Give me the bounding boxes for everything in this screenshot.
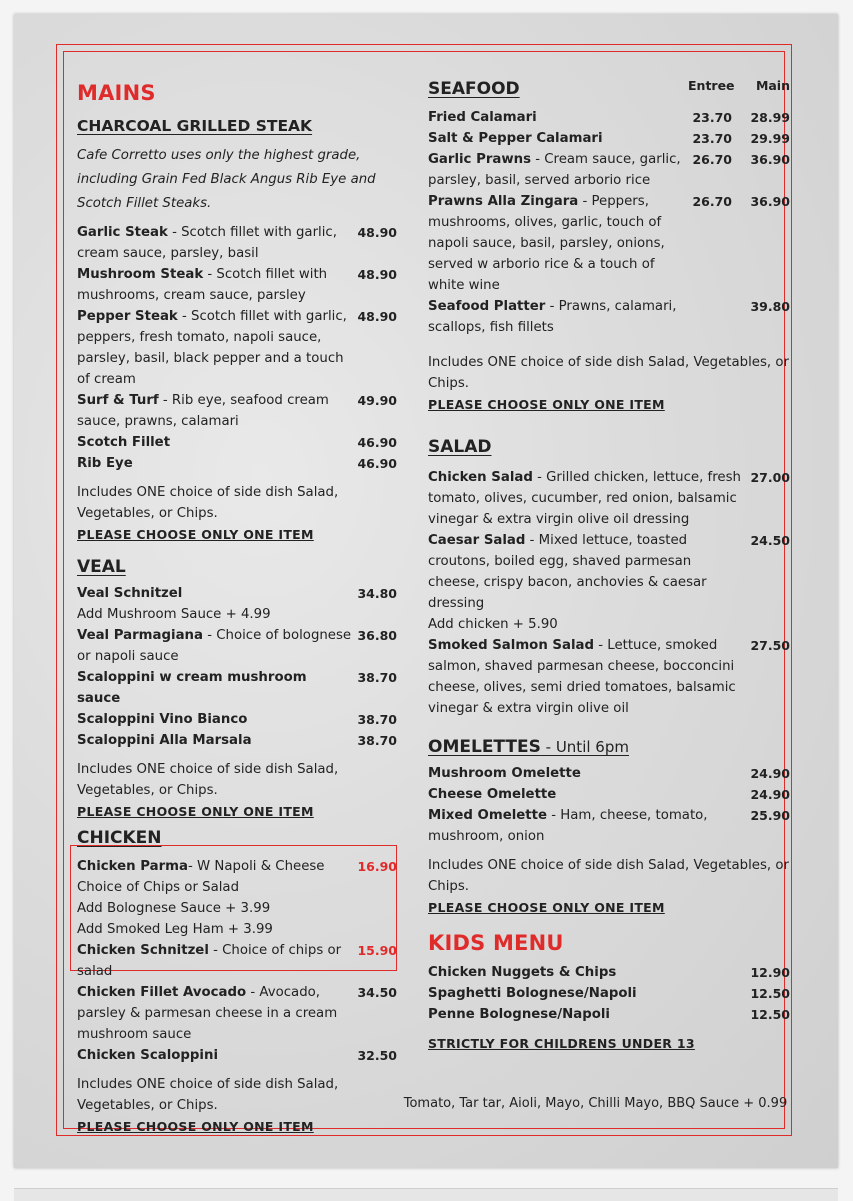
menu-item [77,583,397,604]
entree-price: 26.70 [692,194,732,209]
item-name: Veal Parmagiana [77,628,203,643]
item-name: Penne Bolognese/Napoli [428,1007,610,1022]
menu-item [428,128,790,149]
menu-item [77,919,397,940]
item-description: - Avocado, parsley & parmesan cheese in a cream mushroom sauce [77,985,338,1042]
entree-price: 23.70 [692,110,732,125]
entree-price [692,296,732,317]
menu-item [428,296,790,338]
item-price: 16.90 [357,859,397,874]
item-description: - Mixed lettuce, toasted croutons, boiled egg, shaved parmesan cheese, crispy bacon, anchovies & caesar dressing [428,533,707,611]
item-name: Mushroom Omelette [428,766,581,781]
item-price: 27.50 [750,638,790,653]
item-price: 12.50 [750,986,790,1001]
menu-item [77,877,397,898]
item-name: Seafood Platter [428,299,546,314]
item-price: 46.90 [357,435,397,450]
item-description: - Cream sauce, garlic, parsley, basil, served arborio rice [428,152,681,188]
omelette-side-note: Includes ONE choice of side dish Salad, Vegetables, or Chips. [428,858,789,894]
entree-column-label: Entree [688,78,735,93]
omelette-heading: OMELETTES [428,737,541,757]
next-page-edge [14,1188,838,1201]
menu-item [428,530,790,614]
item-description: - Scotch fillet with garlic, peppers, fresh tomato, napoli sauce, parsley, basil, black pepper and a touch of cream [77,309,347,387]
menu-item [77,730,397,751]
salad-list [428,467,790,719]
item-name: Scaloppini w cream mushroom sauce [77,670,307,706]
item-description: - Lettuce, smoked salmon, shaved parmesan cheese, bocconcini cheese, olives, semi dried tomatoes, balsamic vinegar & extra virgin olive oil [428,638,736,716]
veal-choose-note: PLEASE CHOOSE ONLY ONE ITEM [77,804,314,819]
item-description: Add chicken + 5.90 [428,617,558,632]
item-name: Fried Calamari [428,110,537,125]
item-name: Chicken Fillet Avocado [77,985,247,1000]
item-name: Chicken Scaloppini [77,1048,219,1063]
item-price: 48.90 [357,225,397,240]
seafood-list [428,107,790,338]
main-price: 28.99 [750,110,790,125]
right-column [428,73,790,1054]
menu-item [77,222,397,264]
main-column-label: Main [755,78,790,93]
item-name: Pepper Steak [77,309,178,324]
item-price: 27.00 [750,470,790,485]
chicken-list [77,856,397,1066]
entree-price: 26.70 [692,152,732,167]
item-name: Garlic Steak [77,225,168,240]
item-name: Chicken Parma [77,859,189,874]
item-name: Chicken Schnitzel [77,943,209,958]
item-name: Mushroom Steak [77,267,204,282]
item-price: 24.90 [750,787,790,802]
item-name: Spaghetti Bolognese/Napoli [428,986,637,1001]
item-price: 12.90 [750,965,790,980]
menu-item [77,453,397,474]
menu-item [77,625,397,667]
item-description: - Peppers, mushrooms, olives, garlic, touch of napoli sauce, basil, parsley, onions, served w arborio rice & a touch of white wine [428,194,665,293]
item-description: Add Smoked Leg Ham + 3.99 [77,922,273,937]
menu-item [77,667,397,709]
seafood-choose-note: PLEASE CHOOSE ONLY ONE ITEM [428,397,665,412]
item-name: Chicken Salad [428,470,533,485]
menu-item [77,306,397,390]
menu-item [428,1004,790,1025]
entree-price: 23.70 [692,131,732,146]
omelette-choose-note: PLEASE CHOOSE ONLY ONE ITEM [428,900,665,915]
menu-item [77,982,397,1045]
item-name: Scotch Fillet [77,435,171,450]
item-description: Add Mushroom Sauce + 4.99 [77,607,271,622]
item-name: Scaloppini Alla Marsala [77,733,252,748]
item-price: 34.50 [357,985,397,1000]
item-name: Surf & Turf [77,393,159,408]
menu-item [77,1045,397,1066]
item-description: - Rib eye, seafood cream sauce, prawns, calamari [77,393,329,429]
chicken-heading: CHICKEN [77,828,162,848]
item-description: - Scotch fillet with mushrooms, cream sauce, parsley [77,267,328,303]
kids-note: STRICTLY FOR CHILDRENS UNDER 13 [428,1036,695,1051]
steak-heading: CHARCOAL GRILLED STEAK [77,117,313,135]
item-description: - W Napoli & Cheese [188,859,325,874]
item-name: Prawns Alla Zingara [428,194,579,209]
menu-item [428,805,790,847]
menu-item [77,432,397,453]
main-price: 36.90 [750,152,790,167]
menu-item [77,264,397,306]
item-description: - Prawns, calamari, scallops, fish fillets [428,299,677,335]
sauce-extras-note: Tomato, Tar tar, Aioli, Mayo, Chilli Mayo, BBQ Sauce + 0.99 [403,1096,788,1111]
item-price: 46.90 [357,456,397,471]
menu-item [77,940,397,982]
omelette-list [428,763,790,847]
item-description: - Choice of chips or salad [77,943,342,979]
item-description: - Choice of bolognese or napoli sauce [77,628,352,664]
item-price: 25.90 [750,808,790,823]
veal-heading: VEAL [77,557,126,577]
item-name: Mixed Omelette [428,808,548,823]
menu-item [77,856,397,877]
item-name: Salt & Pepper Calamari [428,131,603,146]
item-price: 34.80 [357,586,397,601]
item-price: 24.50 [750,533,790,548]
chicken-side-note: Includes ONE choice of side dish Salad, Vegetables, or Chips. [77,1077,339,1113]
item-description: Add Bolognese Sauce + 3.99 [77,901,271,916]
item-description: Choice of Chips or Salad [77,880,240,895]
item-price: 36.80 [357,628,397,643]
item-price: 32.50 [357,1048,397,1063]
item-price: 48.90 [357,309,397,324]
main-price: 39.80 [750,299,790,314]
menu-item [428,962,790,983]
steak-choose-note: PLEASE CHOOSE ONLY ONE ITEM [77,527,314,542]
item-price: 24.90 [750,766,790,781]
seafood-heading: SEAFOOD [428,79,520,99]
menu-item [428,107,790,128]
item-description: - Ham, cheese, tomato, mushroom, onion [428,808,708,844]
item-price: 38.70 [357,733,397,748]
menu-item [428,763,790,784]
item-name: Chicken Nuggets & Chips [428,965,617,980]
item-price: 49.90 [357,393,397,408]
menu-item [428,149,790,191]
item-name: Cheese Omelette [428,787,557,802]
item-price: 38.70 [357,712,397,727]
steak-side-note: Includes ONE choice of side dish Salad, Vegetables, or Chips. [77,485,339,521]
main-price: 36.90 [750,194,790,209]
seafood-side-note: Includes ONE choice of side dish Salad, Vegetables, or Chips. [428,355,789,391]
item-name: Veal Schnitzel [77,586,183,601]
menu-item [428,635,790,719]
item-name: Caesar Salad [428,533,526,548]
menu-item [77,898,397,919]
veal-side-note: Includes ONE choice of side dish Salad, Vegetables, or Chips. [77,762,339,798]
item-price: 38.70 [357,670,397,685]
mains-title: MAINS [77,81,156,105]
item-name: Scaloppini Vino Bianco [77,712,248,727]
menu-item [428,983,790,1004]
item-name: Smoked Salmon Salad [428,638,595,653]
item-description: - Grilled chicken, lettuce, fresh tomato, olives, cucumber, red onion, balsamic vinegar & extra virgin olive oil dressing [428,470,741,527]
kids-list [428,962,790,1025]
menu-item [77,604,397,625]
item-price: 48.90 [357,267,397,282]
left-column [77,78,397,1137]
menu-item [77,390,397,432]
item-name: Rib Eye [77,456,133,471]
veal-list [77,583,397,751]
item-price: 15.90 [357,943,397,958]
item-description: - Scotch fillet with garlic, cream sauce, parsley, basil [77,225,337,261]
main-price: 29.99 [750,131,790,146]
chicken-choose-note: PLEASE CHOOSE ONLY ONE ITEM [77,1119,314,1134]
item-price: 12.50 [750,1007,790,1022]
menu-item [428,614,790,635]
menu-item [428,191,790,296]
steak-list [77,222,397,474]
item-name: Garlic Prawns [428,152,532,167]
salad-heading: SALAD [428,437,492,457]
steak-intro: Cafe Corretto uses only the highest grade, including Grain Fed Black Angus Rib Eye and Scotch Fillet Steaks. [77,148,376,211]
menu-item [428,467,790,530]
menu-item [77,709,397,730]
omelette-until: - Until 6pm [540,738,629,756]
menu-item [428,784,790,805]
kids-menu-title: KIDS MENU [428,931,564,955]
